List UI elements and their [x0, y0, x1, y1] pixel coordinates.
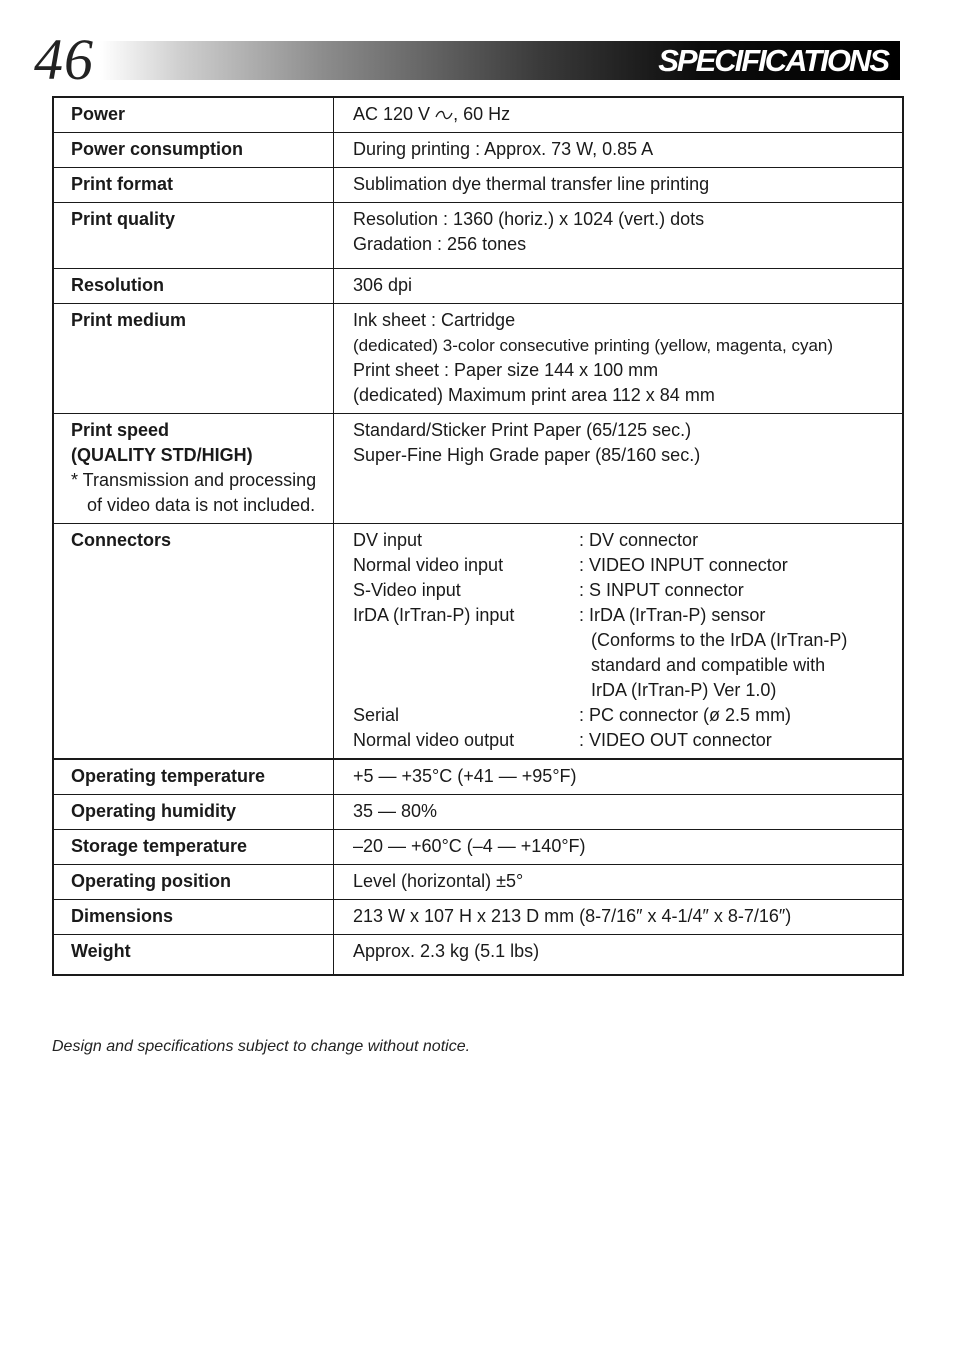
spec-value-line: (dedicated) Maximum print area 112 x 84 mm — [353, 385, 715, 405]
spec-value: 306 dpi — [334, 269, 904, 304]
spec-value-line: Ink sheet : Cartridge — [353, 310, 516, 330]
spec-label — [53, 414, 334, 524]
spec-value — [334, 97, 904, 133]
connector-item: DV input : DV connector — [353, 530, 699, 550]
spec-value: +5 — +35°C (+41 — +95°F) — [334, 759, 904, 795]
spec-label: Operating humidity — [53, 795, 334, 830]
spec-value: Level (horizontal) ±5° — [334, 865, 904, 900]
spec-row-resolution — [53, 269, 903, 304]
spec-value-text: AC 120 V — [353, 104, 431, 124]
spec-row-connectors — [53, 524, 903, 760]
spec-label: Storage temperature — [53, 830, 334, 865]
spec-row-power-consumption — [53, 133, 903, 168]
spec-row-operating-temperature — [53, 759, 903, 795]
spec-row-storage-temperature — [53, 830, 903, 865]
spec-value: During printing : Approx. 73 W, 0.85 A — [334, 133, 904, 168]
spec-label-note: * Transmission and processing of video data is not included. — [71, 470, 317, 515]
spec-value-line: Print sheet : Paper size 144 x 100 mm — [353, 360, 659, 380]
spec-label: Operating temperature — [53, 759, 334, 795]
spec-row-dimensions — [53, 900, 903, 935]
spec-row-power — [53, 97, 903, 133]
spec-label: Power — [53, 97, 334, 133]
specifications-table — [52, 96, 904, 976]
spec-value — [334, 524, 904, 760]
connector-item: Serial : PC connector (ø 2.5 mm) — [353, 705, 792, 725]
spec-value: Approx. 2.3 kg (5.1 lbs) — [334, 935, 904, 976]
page-number: 46 — [34, 27, 94, 92]
spec-value-line: Super-Fine High Grade paper (85/160 sec.) — [353, 445, 701, 465]
alternating-current-icon — [435, 109, 453, 121]
connector-item: Normal video output : VIDEO OUT connector — [353, 730, 772, 750]
spec-value — [334, 203, 904, 269]
spec-label-text: Print speed — [71, 420, 170, 440]
spec-row-print-format — [53, 168, 903, 203]
page-title: SPECIFICATIONS — [658, 43, 888, 78]
spec-label-subtext: (QUALITY STD/HIGH) — [71, 445, 253, 465]
spec-value-suffix: , 60 Hz — [453, 104, 511, 124]
spec-value: Sublimation dye thermal transfer line printing — [334, 168, 904, 203]
spec-value-line: (dedicated) 3-color consecutive printing (yellow, magenta, cyan) — [353, 336, 834, 355]
spec-label: Connectors — [53, 524, 334, 760]
spec-value-line: Resolution : 1360 (horiz.) x 1024 (vert.) dots — [353, 209, 705, 229]
spec-row-operating-humidity — [53, 795, 903, 830]
connector-item: S-Video input : S INPUT connector — [353, 580, 744, 600]
footer-note: Design and specifications subject to change without notice. — [52, 1038, 471, 1055]
spec-label: Print medium — [53, 304, 334, 414]
connector-item: IrDA (IrTran-P) input : IrDA (IrTran-P) sensor — [353, 605, 766, 625]
spec-row-weight — [53, 935, 903, 976]
spec-value-line: Standard/Sticker Print Paper (65/125 sec.) — [353, 420, 692, 440]
connector-detail: standard and compatible with — [591, 655, 826, 675]
spec-label: Power consumption — [53, 133, 334, 168]
title-bar — [100, 41, 900, 80]
spec-label: Operating position — [53, 865, 334, 900]
spec-label: Print quality — [53, 203, 334, 269]
connector-detail: IrDA (IrTran-P) Ver 1.0) — [591, 680, 777, 700]
spec-value-line: Gradation : 256 tones — [353, 234, 527, 254]
spec-row-operating-position — [53, 865, 903, 900]
spec-label: Dimensions — [53, 900, 334, 935]
spec-label: Print format — [53, 168, 334, 203]
spec-row-print-medium — [53, 304, 903, 414]
spec-label: Weight — [53, 935, 334, 976]
spec-row-print-quality — [53, 203, 903, 269]
connector-detail: (Conforms to the IrDA (IrTran-P) — [591, 630, 848, 650]
spec-value — [334, 414, 904, 524]
spec-value: 213 W x 107 H x 213 D mm (8-7/16″ x 4-1/4″ x 8-7/16″) — [334, 900, 904, 935]
spec-row-print-speed — [53, 414, 903, 524]
spec-label: Resolution — [53, 269, 334, 304]
spec-value: –20 — +60°C (–4 — +140°F) — [334, 830, 904, 865]
spec-value — [334, 304, 904, 414]
spec-value: 35 — 80% — [334, 795, 904, 830]
connector-item: Normal video input : VIDEO INPUT connector — [353, 555, 788, 575]
